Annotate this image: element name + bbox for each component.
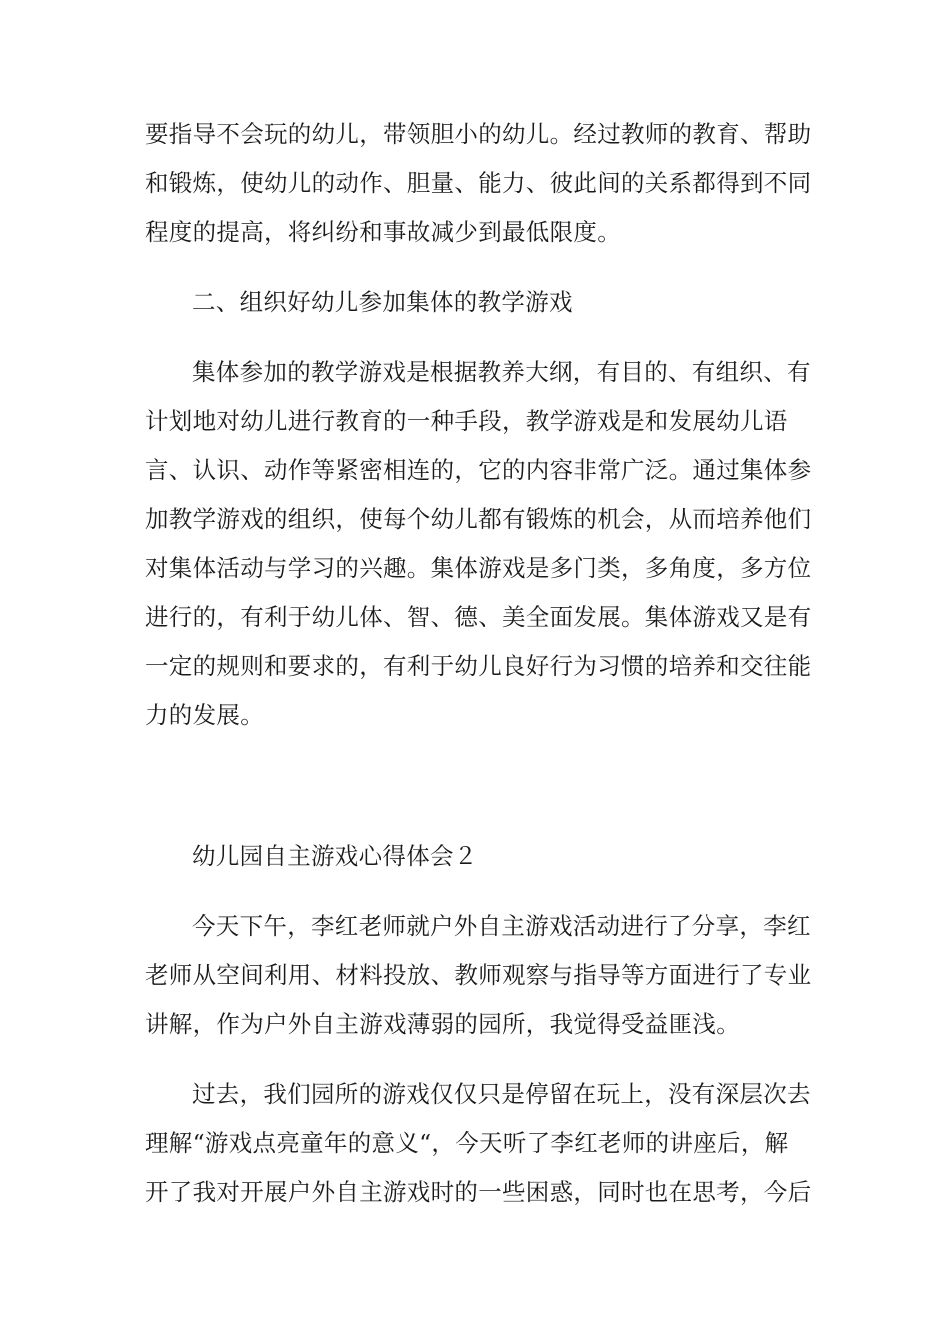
- paragraph-3-line-3: 讲解，作为户外自主游戏薄弱的园所，我觉得受益匪浅。: [145, 1010, 740, 1038]
- paragraph-1-line-1: 要指导不会玩的幼儿，带领胆小的幼儿。经过教师的教育、帮助: [145, 120, 812, 148]
- paragraph-1-line-2: 和锻炼，使幼儿的动作、胆量、能力、彼此间的关系都得到不同: [145, 169, 812, 197]
- paragraph-3-line-2: 老师从空间利用、材料投放、教师观察与指导等方面进行了专业: [145, 961, 812, 989]
- paragraph-2-line-5: 对集体活动与学习的兴趣。集体游戏是多门类，多角度，多方位: [145, 554, 812, 582]
- paragraph-2-line-6: 进行的，有利于幼儿体、智、德、美全面发展。集体游戏又是有: [145, 603, 812, 631]
- paragraph-2-line-8: 力的发展。: [145, 701, 264, 729]
- paragraph-3-line-1: 今天下午，李红老师就户外自主游戏活动进行了分享，李红: [192, 912, 811, 940]
- paragraph-1-line-3: 程度的提高，将纠纷和事故减少到最低限度。: [145, 218, 621, 246]
- paragraph-4-line-2: 理解“游戏点亮童年的意义“，今天听了李红老师的讲座后，解: [145, 1129, 789, 1157]
- paragraph-4-line-3: 开了我对开展户外自主游戏时的一些困惑，同时也在思考，今后: [145, 1178, 812, 1206]
- section-heading-2: 二、组织好幼儿参加集体的教学游戏: [192, 288, 573, 316]
- paragraph-2-line-1: 集体参加的教学游戏是根据教养大纲，有目的、有组织、有: [192, 358, 811, 386]
- paragraph-2-line-3: 言、认识、动作等紧密相连的，它的内容非常广泛。通过集体参: [145, 456, 812, 484]
- paragraph-2-line-2: 计划地对幼儿进行教育的一种手段，教学游戏是和发展幼儿语: [145, 407, 788, 435]
- section-title: 幼儿园自主游戏心得体会２: [192, 842, 478, 870]
- paragraph-2-line-7: 一定的规则和要求的，有利于幼儿良好行为习惯的培养和交往能: [145, 652, 812, 680]
- paragraph-2-line-4: 加教学游戏的组织，使每个幼儿都有锻炼的机会，从而培养他们: [145, 505, 812, 533]
- paragraph-4-line-1: 过去，我们园所的游戏仅仅只是停留在玩上，没有深层次去: [192, 1080, 811, 1108]
